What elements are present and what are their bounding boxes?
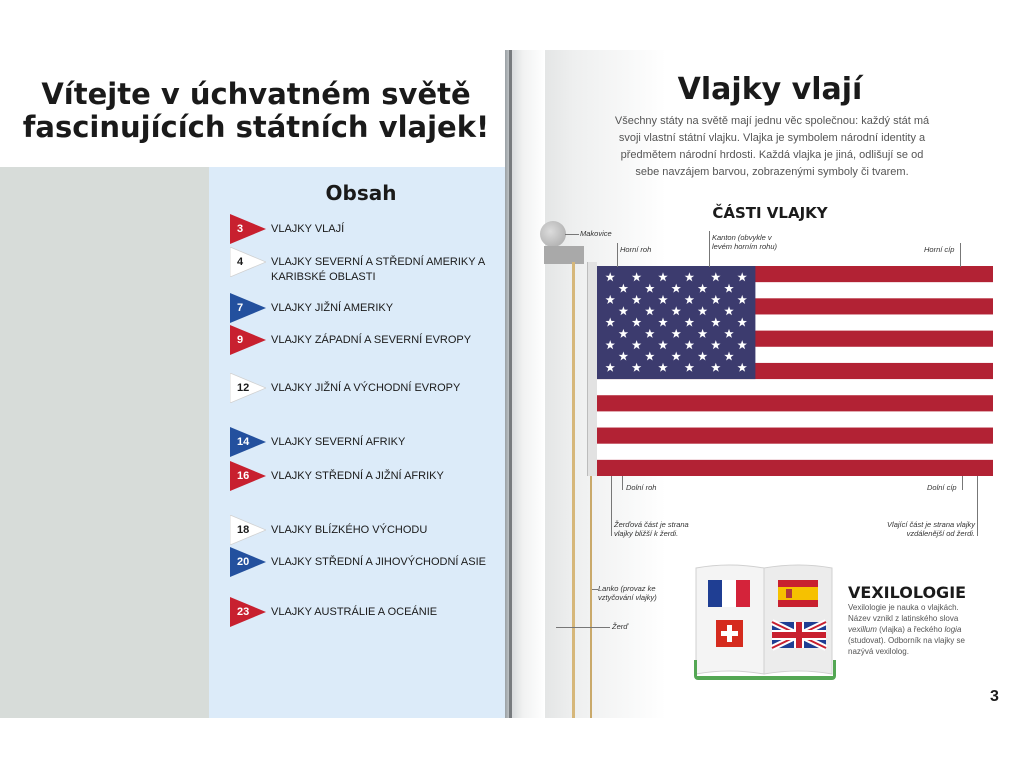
flag-red-stripe: [597, 428, 993, 444]
toc-page-number: 9: [237, 334, 244, 346]
toc-item[interactable]: [230, 461, 510, 495]
leader-line: [565, 234, 579, 235]
flagpole: [572, 262, 575, 718]
leader-line: [592, 589, 598, 590]
pennant-page-badge: [230, 597, 266, 627]
toc-item[interactable]: [230, 293, 510, 327]
toc-label: VLAJKY STŘEDNÍ A JIŽNÍ AFRIKY: [271, 470, 444, 482]
toc-item[interactable]: [230, 373, 510, 407]
toc-item[interactable]: [230, 214, 510, 248]
vex-text-part: (vlajka) a řeckého: [876, 625, 945, 634]
left-title-line2: fascinujících státních vlajek!: [22, 110, 490, 144]
toc-page-number: 4: [237, 256, 244, 268]
pennant-page-badge: [230, 547, 266, 577]
pennant-page-badge: [230, 461, 266, 491]
flag-red-stripe: [597, 395, 993, 411]
toc-label: VLAJKY ZÁPADNÍ A SEVERNÍ EVROPY: [271, 334, 472, 346]
toc-item[interactable]: [230, 427, 510, 461]
pennant-page-badge: [230, 373, 266, 403]
vexillology-text: [848, 602, 978, 657]
vex-term-vexillum: vexillum: [848, 625, 877, 634]
vex-term-logia: logia: [944, 625, 962, 634]
switzerland-flag-icon: [716, 620, 743, 647]
toc-page-number: 23: [237, 606, 250, 618]
pennant-page-badge: [230, 325, 266, 355]
toc-page-number: 3: [237, 223, 244, 235]
label-dolni-cip: Dolní cíp: [927, 483, 957, 492]
toc-label: VLAJKY AUSTRÁLIE A OCEÁNIE: [271, 606, 438, 618]
label-zerd: Žerď: [612, 622, 628, 631]
vexillology-heading: VEXILOLOGIE: [848, 583, 967, 602]
toc-item[interactable]: [230, 547, 510, 581]
finial: [540, 221, 566, 247]
pennant-page-badge: [230, 427, 266, 457]
pennant-page-badge: [230, 247, 266, 277]
toc-label: VLAJKY VLAJÍ: [271, 223, 345, 235]
france-flag-icon: [708, 580, 750, 607]
label-dolni-roh: Dolní roh: [626, 483, 657, 492]
leader-line: [622, 476, 623, 490]
toc-item[interactable]: [230, 325, 510, 359]
label-lanko: Lanko (provaz ke vztyčování vlajky): [598, 584, 657, 602]
left-page-title: [0, 78, 512, 144]
toc-label: VLAJKY BLÍZKÉHO VÝCHODU: [271, 524, 428, 536]
toc-label: VLAJKY SEVERNÍ A STŘEDNÍ AMERIKY A KARIBSKÉ OBLASTI: [271, 256, 485, 283]
toc-item[interactable]: [230, 247, 510, 281]
leader-line: [960, 243, 961, 267]
left-title-line1: Vítejte v úchvatném světě: [41, 77, 471, 111]
toc-page-number: 18: [237, 524, 250, 536]
flag-parts-heading: ČÁSTI VLAJKY: [712, 204, 828, 222]
pennant-page-badge: [230, 293, 266, 323]
toc-label: VLAJKY JIŽNÍ AMERIKY: [271, 302, 394, 314]
toc-item[interactable]: [230, 597, 510, 631]
label-makovice: Makovice: [580, 229, 612, 238]
label-vlajici-cast: Vlající část je strana vlajky vzdálenější od žerdi.: [887, 520, 975, 538]
toc-label: VLAJKY JIŽNÍ A VÝCHODNÍ EVROPY: [271, 382, 461, 394]
vex-text-part: (studovat). Odborník na vlajky se nazývá vexilolog.: [848, 636, 965, 656]
pennant-page-badge: [230, 515, 266, 545]
leader-line: [611, 476, 612, 536]
toc-page-number: 14: [237, 436, 250, 448]
flag-red-stripe: [597, 460, 993, 476]
vex-text-part: Vexilologie je nauka o vlajkách. Název vznikl z latinského slova: [848, 603, 959, 623]
page-number: 3: [990, 688, 999, 705]
toc-page-number: 12: [237, 382, 250, 394]
pennant-page-badge: [230, 214, 266, 244]
flag-canton: [597, 266, 755, 379]
toc-item[interactable]: [230, 515, 510, 549]
us-flag-graphic: [597, 266, 993, 476]
book-green-frame: [694, 660, 836, 680]
toc-label: VLAJKY SEVERNÍ AFRIKY: [271, 436, 406, 448]
leader-line: [977, 476, 978, 536]
us-flag: [597, 266, 993, 476]
label-horni-roh: Horní roh: [620, 245, 652, 254]
spine-line: [509, 50, 512, 718]
leader-line: [709, 231, 710, 267]
label-zerdova-cast: Žerďová část je strana vlajky bližší k žerdi.: [614, 520, 689, 538]
leader-line: [962, 476, 963, 490]
label-horni-cip: Horní cíp: [924, 245, 955, 254]
table-of-contents: [209, 167, 513, 718]
left-gray-panel: [0, 167, 209, 718]
leader-line: [556, 627, 610, 628]
uk-flag-icon: [772, 622, 826, 648]
label-kanton: Kanton (obvykle v levém horním rohu): [712, 233, 778, 251]
toc-page-number: 16: [237, 470, 250, 482]
toc-page-number: 7: [237, 302, 244, 314]
intro-paragraph: Všechny státy na světě mají jednu věc společnou: každý stát má svoji vlastní státní vlajku. Vlajka je symbolem národní identity a předmětem národní hrdosti. Každá vlajka je jiná, odlišují se od sebe navzájem barvou, zobrazenými symboly či tvarem.: [614, 115, 930, 178]
toc-page-number: 20: [237, 556, 250, 568]
hoist-sleeve: [587, 262, 597, 476]
pole-cap: [544, 246, 584, 264]
right-page-title: Vlajky vlají: [677, 72, 863, 107]
toc-label: VLAJKY STŘEDNÍ A JIHOVÝCHODNÍ ASIE: [271, 556, 486, 568]
toc-heading: Obsah: [325, 181, 397, 205]
leader-line: [617, 243, 618, 267]
spain-flag-icon: [778, 580, 818, 607]
